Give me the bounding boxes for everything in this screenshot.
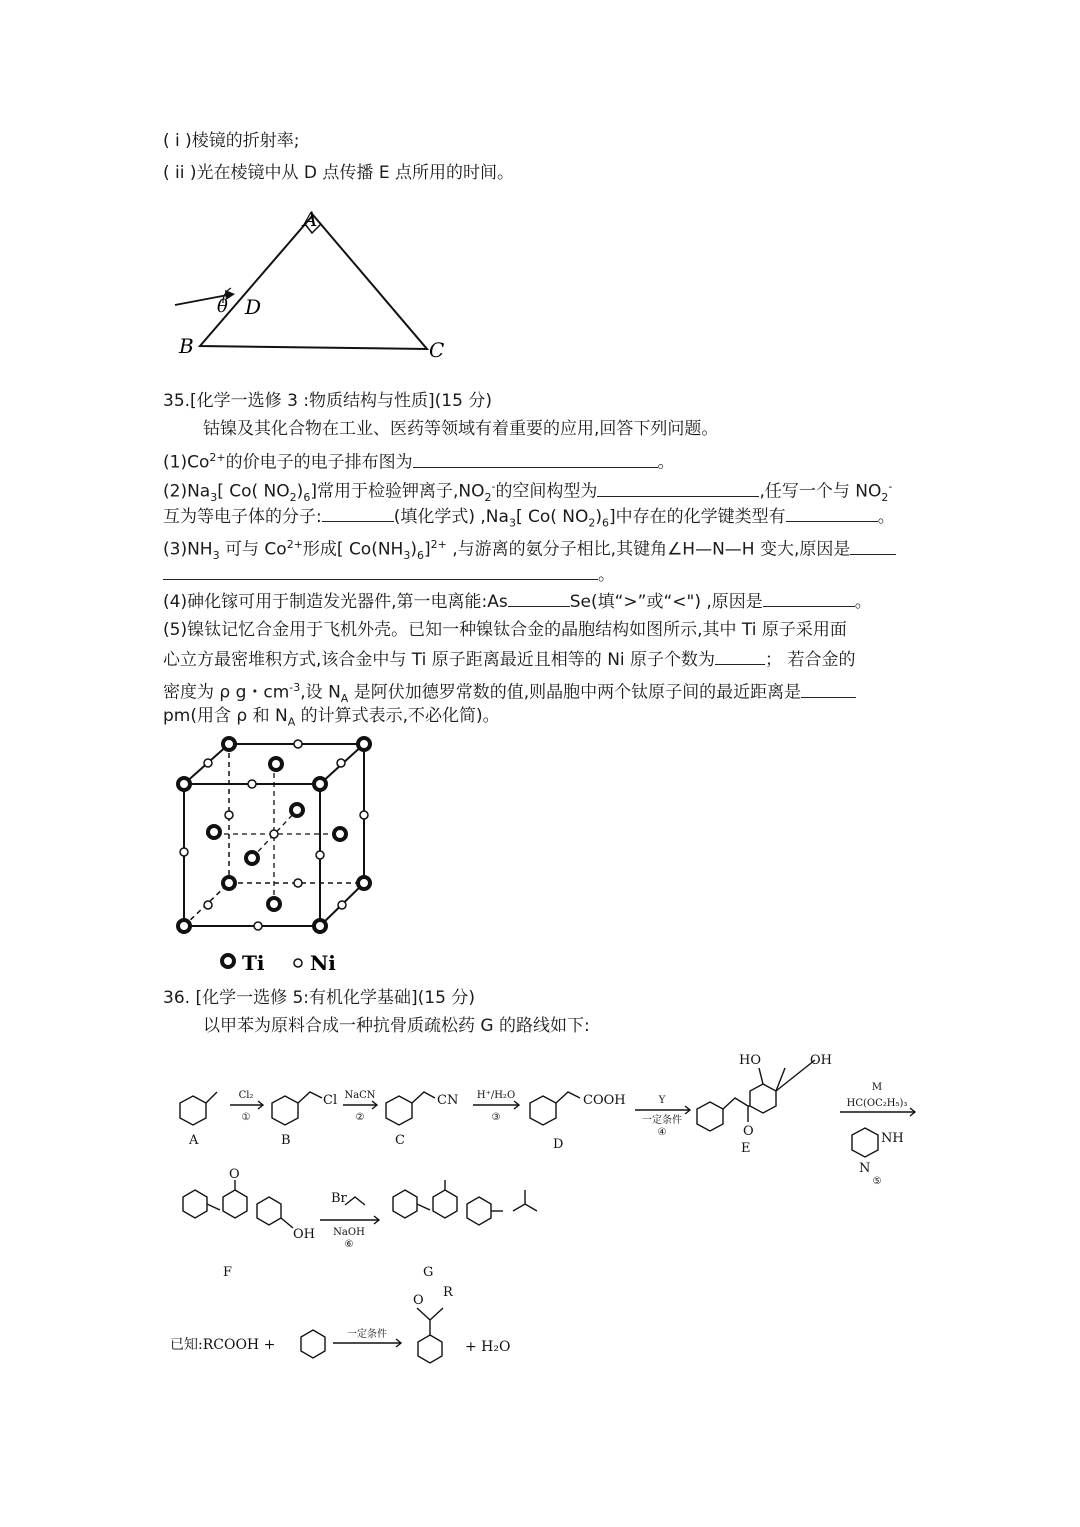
label-D: D bbox=[245, 295, 262, 319]
group-oh1: OH bbox=[810, 1053, 832, 1068]
label-D-mol: D bbox=[553, 1137, 564, 1152]
answer-blank-5b[interactable] bbox=[801, 679, 856, 698]
answer-blank-5a[interactable] bbox=[715, 646, 765, 665]
arrow5-top1: M bbox=[871, 1082, 883, 1093]
label-C-mol: C bbox=[395, 1133, 405, 1148]
known-cond: 一定条件 bbox=[347, 1329, 387, 1340]
q35-part1: $(1)Co^{2+}$的价电子的电子排布图为 。 bbox=[163, 445, 675, 476]
q35-part2-line1: $(2)Na_3$[ Co( $NO_2)_6$]常用于检验钾离子$,NO_2^-$的空间构型为 ,任写一个与 $NO_2^-$ bbox=[163, 474, 892, 511]
answer-blank-2c[interactable] bbox=[786, 503, 878, 522]
q35-part4: (4)砷化镓可用于制造发光器件,第一电离能:As Se(填“>”或“<") ,原因是 。 bbox=[163, 588, 872, 615]
group-ho: HO bbox=[739, 1053, 761, 1068]
arrow3-bot: ③ bbox=[491, 1112, 501, 1123]
label-C: C bbox=[429, 338, 445, 362]
q35-part3-line2: 。 bbox=[163, 561, 615, 588]
arrow5-bot: ⑤ bbox=[872, 1176, 882, 1187]
arrow4-bot: ④ bbox=[657, 1127, 667, 1138]
known-lead: 已知:RCOOH + bbox=[170, 1337, 276, 1353]
answer-blank-1[interactable] bbox=[413, 449, 658, 468]
known-o: O bbox=[413, 1293, 424, 1308]
q35-intro: 钴镍及其化合物在工业、医药等领域有着重要的应用,回答下列问题。 bbox=[203, 419, 719, 439]
arrow6-bot1: NaOH bbox=[333, 1227, 365, 1238]
arrow1-bot: ① bbox=[241, 1112, 251, 1123]
q35-part5-line2: 心立方最密堆积方式,该合金中与 Ti 原子距离最近且相等的 Ni 原子个数为 ； 若合金的 bbox=[163, 646, 855, 673]
group-ring-o: O bbox=[229, 1167, 240, 1182]
label-F-mol: F bbox=[223, 1265, 233, 1280]
answer-blank-2b[interactable] bbox=[322, 503, 394, 522]
arrow2-top: NaCN bbox=[344, 1090, 376, 1101]
label-A: A bbox=[303, 207, 318, 231]
group-cooh: COOH bbox=[583, 1093, 626, 1108]
arrow6-bot2: ⑥ bbox=[344, 1239, 354, 1250]
label-G-mol: G bbox=[423, 1265, 434, 1280]
q35-part2-line2: 互为等电子体的分子: (填化学式) $,Na_3$[ Co( $NO_2)_6$]中存在的化学键类型有 。 bbox=[163, 503, 895, 536]
known-tail: + H₂O bbox=[465, 1339, 511, 1355]
arrow3-top: H⁺/H₂O bbox=[476, 1090, 516, 1101]
answer-blank-4b[interactable] bbox=[763, 588, 855, 607]
label-E-mol: E bbox=[741, 1141, 751, 1156]
arrow4-top: Y bbox=[658, 1095, 666, 1106]
arrow4-mid: 一定条件 bbox=[642, 1115, 682, 1126]
group-n: N bbox=[859, 1161, 871, 1176]
group-cl: Cl bbox=[323, 1093, 338, 1108]
physics-question-i: ( i )棱镜的折射率; bbox=[163, 131, 300, 151]
label-B: B bbox=[179, 334, 194, 358]
group-br: Br bbox=[331, 1191, 347, 1206]
arrow2-bot: ② bbox=[355, 1112, 365, 1123]
known-r: R bbox=[443, 1285, 453, 1300]
q35-part5-line3: 密度为 ρ g・$cm^{-3}$,设 $N_A$ 是阿伏加德罗常数的值,则晶胞中两个钛原子间的最近距离是 bbox=[163, 675, 856, 712]
q35-part5-line4: pm(用含 ρ 和 $N_A$ 的计算式表示,不必化简)。 bbox=[163, 706, 500, 729]
group-oh2: OH bbox=[293, 1227, 315, 1242]
q36-title: 36. [化学一选修 5:有机化学基础](15 分) bbox=[163, 988, 475, 1008]
answer-blank-3a[interactable] bbox=[850, 536, 896, 555]
group-ketone-o: O bbox=[743, 1124, 754, 1139]
prism-diagram bbox=[165, 200, 465, 365]
legend-ti: Ti bbox=[242, 951, 265, 975]
q35-part3-line1: $(3)NH_3$ 可与 $Co^{2+}$形成[ $Co(NH_3)_6]^{2+}$ ,与游离的氨分子相比,其键角∠H—N—H 变大,原因是 bbox=[163, 532, 896, 569]
label-B-mol: B bbox=[281, 1133, 291, 1148]
label-A-mol: A bbox=[189, 1133, 199, 1148]
group-cn: CN bbox=[437, 1093, 459, 1108]
answer-blank-2a[interactable] bbox=[597, 478, 759, 497]
arrow1-top: Cl₂ bbox=[238, 1090, 254, 1101]
q35-part5-line1: (5)镍钛记忆合金用于飞机外壳。已知一种镍钛合金的晶胞结构如图所示,其中 Ti 原子采用面 bbox=[163, 620, 847, 640]
answer-blank-3b[interactable] bbox=[163, 561, 598, 580]
physics-question-ii: ( ii )光在棱镜中从 D 点传播 E 点所用的时间。 bbox=[163, 163, 514, 183]
answer-blank-4a[interactable] bbox=[508, 588, 570, 607]
legend-ni: Ni bbox=[310, 951, 336, 975]
arrow5-top2: HC(OC₂H₅)₃ bbox=[846, 1098, 908, 1109]
crystal-cell-diagram bbox=[170, 730, 380, 980]
label-theta: θ bbox=[217, 296, 228, 317]
group-nh: NH bbox=[881, 1131, 904, 1146]
synthesis-route-diagram bbox=[165, 1040, 925, 1370]
q36-intro: 以甲苯为原料合成一种抗骨质疏松药 G 的路线如下: bbox=[203, 1016, 590, 1036]
q35-title: 35.[化学一选修 3 :物质结构与性质](15 分) bbox=[163, 391, 492, 411]
